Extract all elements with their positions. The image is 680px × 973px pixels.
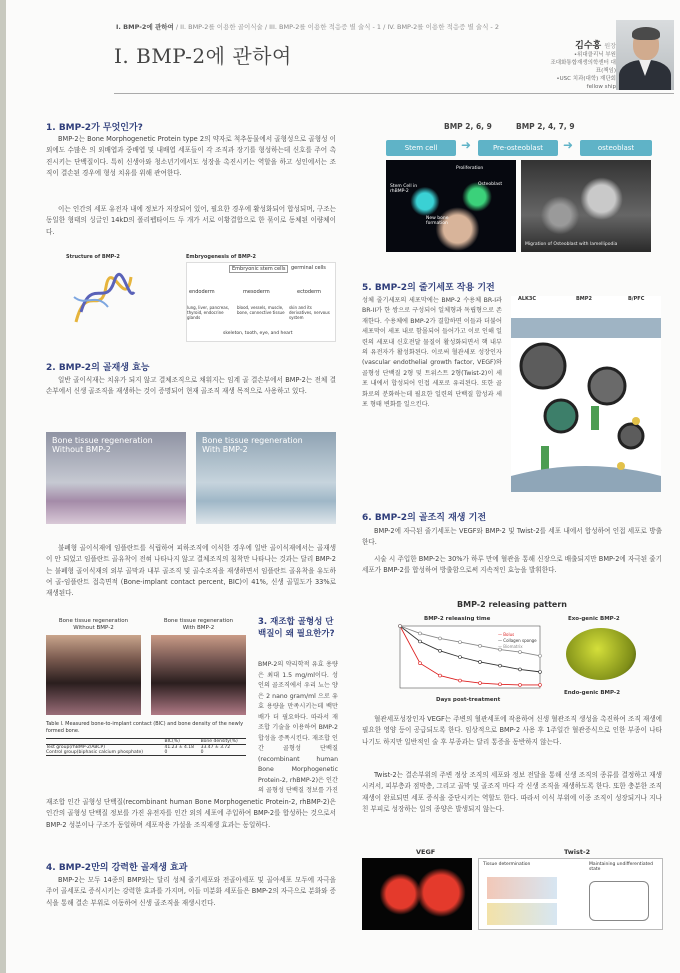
flow-arrow-icon: ➜ <box>461 138 472 152</box>
histology-with-label: Bone tissue regeneration With BMP-2 <box>202 436 303 454</box>
sem-caption: Migration of Osteoblast with lamellipodia <box>525 242 618 247</box>
table-cell: Control group(biphasic calcium phosphate) <box>46 750 144 755</box>
protein-structure-image <box>66 262 141 337</box>
bic-table <box>46 738 246 756</box>
data-point <box>439 637 442 640</box>
data-point <box>479 682 482 685</box>
legend-entry: — Collagen sponge <box>498 638 537 643</box>
sem-osteoblast-image <box>521 160 651 252</box>
author-block <box>546 42 616 91</box>
data-point <box>439 649 442 652</box>
table-cell: 41.23 ± 4.18 <box>164 745 195 750</box>
flow-arrow-icon: ➜ <box>563 138 574 152</box>
flow-label-bmp-269: BMP 2, 6, 9 <box>444 122 492 131</box>
author-affiliation-3: •USC 치과(대학) 재단회 fellow ship <box>556 76 616 90</box>
node-ectoderm-organs: skin and its derivatives, nervous system <box>289 305 330 320</box>
node-endoderm: endoderm <box>189 289 215 295</box>
table-row <box>46 750 246 756</box>
embryogenesis-diagram <box>186 262 336 342</box>
exogenic-label: Exo-genic BMP-2 <box>568 616 620 622</box>
table-cell: 0 <box>164 750 168 755</box>
section6-paragraph-4: Twist-2는 결손부위의 주변 정상 조직의 세포와 정보 전달을 통해 신생 조직의 종류를 결정하고 재생시켜서, 피부층과 점막층, 그리고 골막 및 골조직 마다 각 신생 조직을 재생하도록 한다. 또한 충분한 조직재생이 완료되면 세포 증식을 중단시키는 역할도 한다. 따라서 이식 부위에 이종 조직이 성장되거나 지나친 부피로 성장하는 일의 종양은 발생되지 않는다. <box>362 771 662 813</box>
twist2-sub-label: Tissue determination <box>483 862 531 867</box>
diagram-label-bmp2: BMP2 <box>576 296 592 302</box>
micro-label-stem-cell: Stem Cell in rhBMP-2 <box>390 184 418 194</box>
data-point <box>539 654 542 657</box>
s3-photo-without <box>46 635 141 715</box>
section5-paragraph-1: 성체 줄기세포의 세포막에는 BMP-2 수용체 BR-I과 BR-II가 한 쌍으로 구성되어 일체형과 독립형으로 존재한다. 수용체에 BMP-2가 결합하면 이들과 더불어 세포막이 세포 내로 함몰되어 들어가고 이로 인해 일련의 세포내 신호전달 물질이 활성화되면서 핵 내부의 유전자가 활성화된다. 이로써 혈관세포 성장인자(vascular endothelial growth factor, VEGF)와 골형성 단백질 2형 및 트위스트 2형(Twist-2)이 세포 내에서 합성되어 인접 세포로 유리된다. 또한 골화로의 분화하는데 필요한 일련의 단백질 합성과 세포 형태 변화를 일으킨다. <box>362 297 502 409</box>
data-point <box>479 644 482 647</box>
section3-paragraph-bottom: 재조합 인간 골형성 단백질(recombinant human Bone Morphogenetic Protein-2, rhBMP-2)은 인간의 골형성 단백질 정보를 가진 유전자를 인간 외의 세포에 주입하여 BMP-2를 합성하는 것으로서 BMP-2 성분이나 구조가 동일하며 세포작용 가설을 조직재생 효과는 동일하다. <box>46 798 336 829</box>
section-heading-5: 5. BMP-2의 줄기세포 작용 기전 <box>362 283 495 293</box>
data-point <box>499 683 502 686</box>
s3-fig-left-label: Bone tissue regeneration Without BMP-2 <box>58 618 129 631</box>
twist2-panel-bottom <box>487 903 557 925</box>
author-name: 김수홍 <box>575 41 602 51</box>
s3-photo-with <box>151 635 246 715</box>
stem-cell-micrograph <box>386 160 516 252</box>
node-ectoderm: ectoderm <box>297 289 321 295</box>
data-point <box>459 679 462 682</box>
data-point <box>539 683 542 686</box>
diagram-label-bpfc: B/PFC <box>628 296 645 302</box>
node-germinal-cells: germinal cells <box>291 265 326 271</box>
node-mesoderm-organs: blood, vessels, muscle, bone, connective tissue <box>237 305 285 315</box>
twist2-right-label: Maintaining undifferentiated state <box>589 862 653 872</box>
data-point <box>519 668 522 671</box>
micro-label-osteoblast: Osteoblast <box>478 182 503 187</box>
flow-stem-cell: Stem cell <box>386 140 456 156</box>
twist2-panel-right <box>589 881 649 921</box>
data-point <box>419 640 422 643</box>
section1-paragraph-2: 이는 인간의 세포 유전자 내에 정보가 저장되어 있어, 필요한 경우에 활성화되어 합성되며, 구조는 동일한 형태의 싱글인 14kD의 폴리펩타이드 두 개가 서로 이황결합으로 한 묶이로 동체된 이량체이다. <box>46 205 336 236</box>
data-point <box>519 683 522 686</box>
table-cell: 33.47 ± 3.72 <box>200 745 231 750</box>
section-heading-1: 1. BMP-2가 무엇인가? <box>46 123 143 133</box>
micro-label-proliferation: Proliferation <box>456 166 484 171</box>
breadcrumb <box>116 22 556 31</box>
twist2-diagram <box>478 858 663 930</box>
data-point <box>459 641 462 644</box>
vegf-image <box>362 858 472 930</box>
section2-paragraph-2: 불폐형 골이식재에 임플란트를 식립하여 피하조직에 이식한 경우에 일반 골이식재에서는 골재생이 안 되었고 임플란트 골유착이 전혀 나타나지 않고 결체조직의 침착만 나타나는 것과는 달리 BMP-2는 불폐형 골이식재의 외부 골막과 내부 골조직 및 골수조직을 재생하면서 임플란트 골유착을 유도하여 골-임플란트 접촉면적 (Bone-implant contact percent, BIC)이 41%, 신생 골밀도가 33%로 재생된다. <box>46 544 336 598</box>
data-point <box>439 674 442 677</box>
section2-paragraph-1: 일반 골이식재는 치유가 되지 않고 결체조직으로 채워지는 임계 골 결손부에서 BMP-2는 전체 결손부에서 신생 골조직을 재생하는 것이 증명되어 현재 골조직 재생 목적으로 사용하고 있다. <box>46 376 336 396</box>
fig-structure-title: Structure of BMP-2 <box>66 254 120 260</box>
section-heading-4: 4. BMP-2만의 강력한 골재생 효과 <box>46 863 188 873</box>
histology-without-label: Bone tissue regeneration Without BMP-2 <box>52 436 153 454</box>
node-mesoderm: mesoderm <box>243 289 270 295</box>
data-point <box>419 632 422 635</box>
node-endoderm-organs: lung, liver, pancreas, thyroid, endocrine glands <box>187 305 230 320</box>
histology-without-bmp2 <box>46 432 186 524</box>
section6-paragraph-3: 혈관세포성장인자 VEGF는 주변의 혈관세포에 작용하여 신생 혈관조직 생성을 촉진하여 조직 재생에 필요한 영양 등이 공급되도록 한다. 임상적으로 BMP-2 사용 후 1주일간 혈관증식으로 인한 부종이 나타나기도 하지만 일반적인 술 후 부종과는 달리 통증을 동반하지 않는다. <box>362 715 662 746</box>
author-affiliation-2: 조대화통합재생의학센터 대표(책임) <box>550 60 616 74</box>
flow-label-bmp-2479: BMP 2, 4, 7, 9 <box>516 122 575 131</box>
release-chart-title: BMP-2 releasing pattern <box>457 600 567 609</box>
data-point <box>499 664 502 667</box>
diagram-label-alk3c: ALK3C <box>518 296 537 302</box>
breadcrumb-rest: / II. BMP-2를 이용한 골이식술 / III. BMP-2를 이용한 적응증 별 술식 - 1 / IV. BMP-2를 이용한 적응증 별 술식 - 2 <box>173 23 499 31</box>
bmp-receptor-diagram <box>511 296 661 492</box>
data-point <box>539 670 542 673</box>
legend-entry: — Bolus <box>498 632 515 637</box>
section1-paragraph-1: BMP-2는 Bone Morphogenetic Protein type 2의 약자로 척추동물에서 골형성으로 골형성 이외에도 수많은 의 외배엽과 중배엽 및 내배엽 세포들이 각 조직과 장기를 형성하는데 신호를 주어 촉진시키는 단백질이다. 특히 신생아와 청소년기에서도 성장을 촉진시키는 역할을 하고 성인에서는 조직이 결손된 경우에 형성 치유를 위해 관여한다. <box>46 135 336 177</box>
table-header-cell: Bone density(%) <box>200 739 238 744</box>
table-header-cell: BIC(%) <box>164 739 180 744</box>
section-heading-2: 2. BMP-2의 골재생 효능 <box>46 363 150 373</box>
data-point <box>399 625 402 628</box>
fig-embryogenesis-title: Embryogenesis of BMP-2 <box>186 254 256 260</box>
breadcrumb-active: I. BMP-2에 관하여 <box>116 23 174 31</box>
section6-paragraph-1: BMP-2에 자극된 줄기세포는 VEGF와 BMP-2 및 Twist-2를 세포 내에서 합성하여 인접 세포로 방출한다. <box>362 527 662 547</box>
author-affiliation-1: •위대클리닉 부원 <box>573 52 616 58</box>
flow-pre-osteoblast: Pre-osteoblast <box>478 140 558 156</box>
data-point <box>419 662 422 665</box>
s3-table-caption: Table I. Measured bone-to-implant contact (BIC) and bone density of the newly formed bone. <box>46 721 244 734</box>
twist2-label: Twist-2 <box>564 848 591 856</box>
endogenic-label: Endo-genic BMP-2 <box>564 690 621 696</box>
section-heading-6: 6. BMP-2의 골조직 재생 기전 <box>362 513 487 523</box>
micro-label-new-bone: New bone formation <box>426 216 449 226</box>
data-point <box>459 656 462 659</box>
chart-inner-title: BMP-2 releasing time <box>424 616 491 622</box>
page-title: I. BMP-2에 관하여 <box>114 44 292 68</box>
release-line-chart <box>386 614 546 696</box>
flow-osteoblast: osteoblast <box>580 140 652 156</box>
vegf-label: VEGF <box>416 848 436 856</box>
node-skeleton: skeleton, tooth, eye, and heart <box>223 331 293 336</box>
cell-image <box>566 628 636 680</box>
table-cell: Test group(rhBMP-2/ABCP) <box>46 745 106 750</box>
author-photo <box>616 20 674 90</box>
header-divider <box>114 93 674 94</box>
node-embryonic-stem-cells: Embryonic stem cells <box>229 265 288 273</box>
data-point <box>479 660 482 663</box>
chart-frame <box>400 626 540 688</box>
chart-xlabel: Days post-treatment <box>436 697 501 703</box>
section-heading-3: 3. 재조합 골형성 단백질이 왜 필요한가? <box>258 617 335 639</box>
legend-entry: — Biomatrix <box>498 644 523 649</box>
histology-with-bmp2 <box>196 432 336 524</box>
section6-paragraph-2: 시술 시 주입한 BMP-2는 30%가 하루 만에 혈관을 통해 신장으로 배출되지만 BMP-2에 자극된 줄기세포가 BMP-2를 합성하여 방출함으로써 지속적인 효능을 발휘한다. <box>362 555 662 575</box>
data-point <box>519 651 522 654</box>
table-cell: 0 <box>200 750 204 755</box>
section3-paragraph-side: BMP-2의 약리학적 유효 용량은 최대 1.5 mg/ml이다. 성인의 골조직에서 우리 뇨는 양은 2 nano gram/ml 으로 유효 용량을 만족시키는데 백만 배가 더 필요하다. 따라서 재조합 기술을 이용하여 BMP-2 합성을 증폭시킨다. 재조합 인간 골형성 단백질(recombinant human Bone Morphogenetic Protein-2, rhBMP-2)은 인간의 골형성 단백질 정보를 가진 <box>258 661 338 794</box>
section4-paragraph-1: BMP-2는 모두 14종의 BMP와는 달리 성체 줄기세포와 전골아세포 및 골아세포 모두에 자극을 주어 골세포로 증식시키는 강력한 효과를 가지며, 이들 미분화 세포들은 BMP-2의 자극으로 분화와 증식을 통해 결손 부위로 이동하여 신생 골조직을 재생시킨다. <box>46 876 336 907</box>
twist2-panel-top <box>487 877 557 899</box>
s3-fig-right-label: Bone tissue regeneration With BMP-2 <box>163 618 234 631</box>
author-suffix: 원장 <box>604 43 616 50</box>
